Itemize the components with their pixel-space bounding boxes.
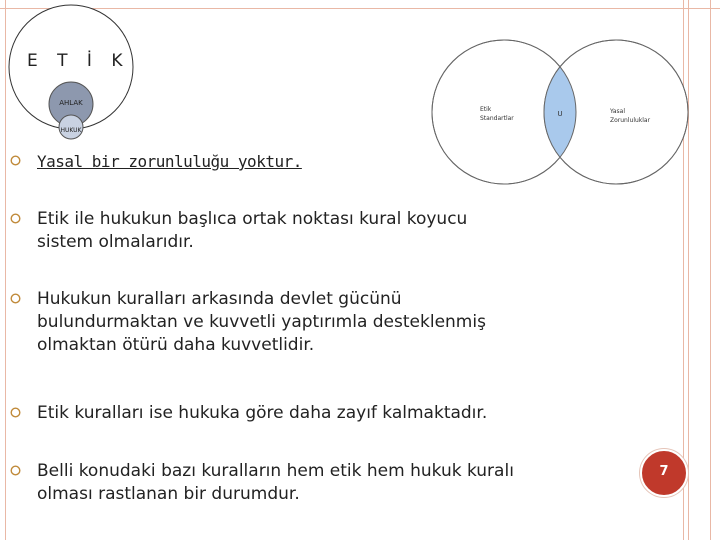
etik-title: E T İ K	[27, 51, 130, 71]
venn-center-label: U	[557, 110, 563, 118]
bullet-ring-icon	[10, 155, 21, 166]
bullet-text	[37, 208, 547, 254]
bullet-text	[37, 150, 547, 174]
bullet-line: Etik ile hukukun başlıca ortak noktası kural koyucu	[37, 209, 468, 229]
bullet-line: olmaktan ötürü daha kuvvetlidir.	[37, 335, 315, 355]
bullet-line: Hukukun kuralları arkasında devlet gücünü	[37, 289, 402, 309]
page-number-badge	[640, 449, 688, 497]
bullet-text	[37, 460, 547, 506]
bullet-line: olması rastlanan bir durumdur.	[37, 484, 300, 504]
frame-line-right-edge	[710, 0, 711, 540]
ahlak-label: AHLAK	[59, 99, 83, 107]
bullet-ring-icon	[10, 213, 21, 224]
bullet-line: bulundurmaktan ve kuvvetli yaptırımla desteklenmiş	[37, 312, 486, 332]
hukuk-label: HUKUK	[60, 127, 82, 134]
bullet-line: Belli konudaki bazı kuralların hem etik hem hukuk kuralı	[37, 461, 514, 481]
yasal-zorunluluk-link[interactable]: Yasal bir zorunluluğu yoktur.	[37, 152, 302, 171]
etik-ahlak-hukuk-diagram	[5, 3, 140, 143]
bullet-line: Etik kuralları ise hukuka göre daha zayıf kalmaktadır.	[37, 403, 488, 423]
venn-left-label-line1: Etik	[480, 106, 492, 113]
page-number: 7	[659, 464, 669, 479]
bullet-line: sistem olmalarıdır.	[37, 232, 194, 252]
bullet-text	[37, 288, 547, 357]
venn-right-label-line2: Zorunluluklar	[610, 117, 651, 124]
bullet-text	[37, 402, 547, 425]
bullet-ring-icon	[10, 407, 21, 418]
venn-right-label-line1: Yasal	[610, 108, 625, 115]
venn-left-label-line2: Standartlar	[480, 115, 514, 122]
bullet-ring-icon	[10, 293, 21, 304]
bullet-ring-icon	[10, 465, 21, 476]
